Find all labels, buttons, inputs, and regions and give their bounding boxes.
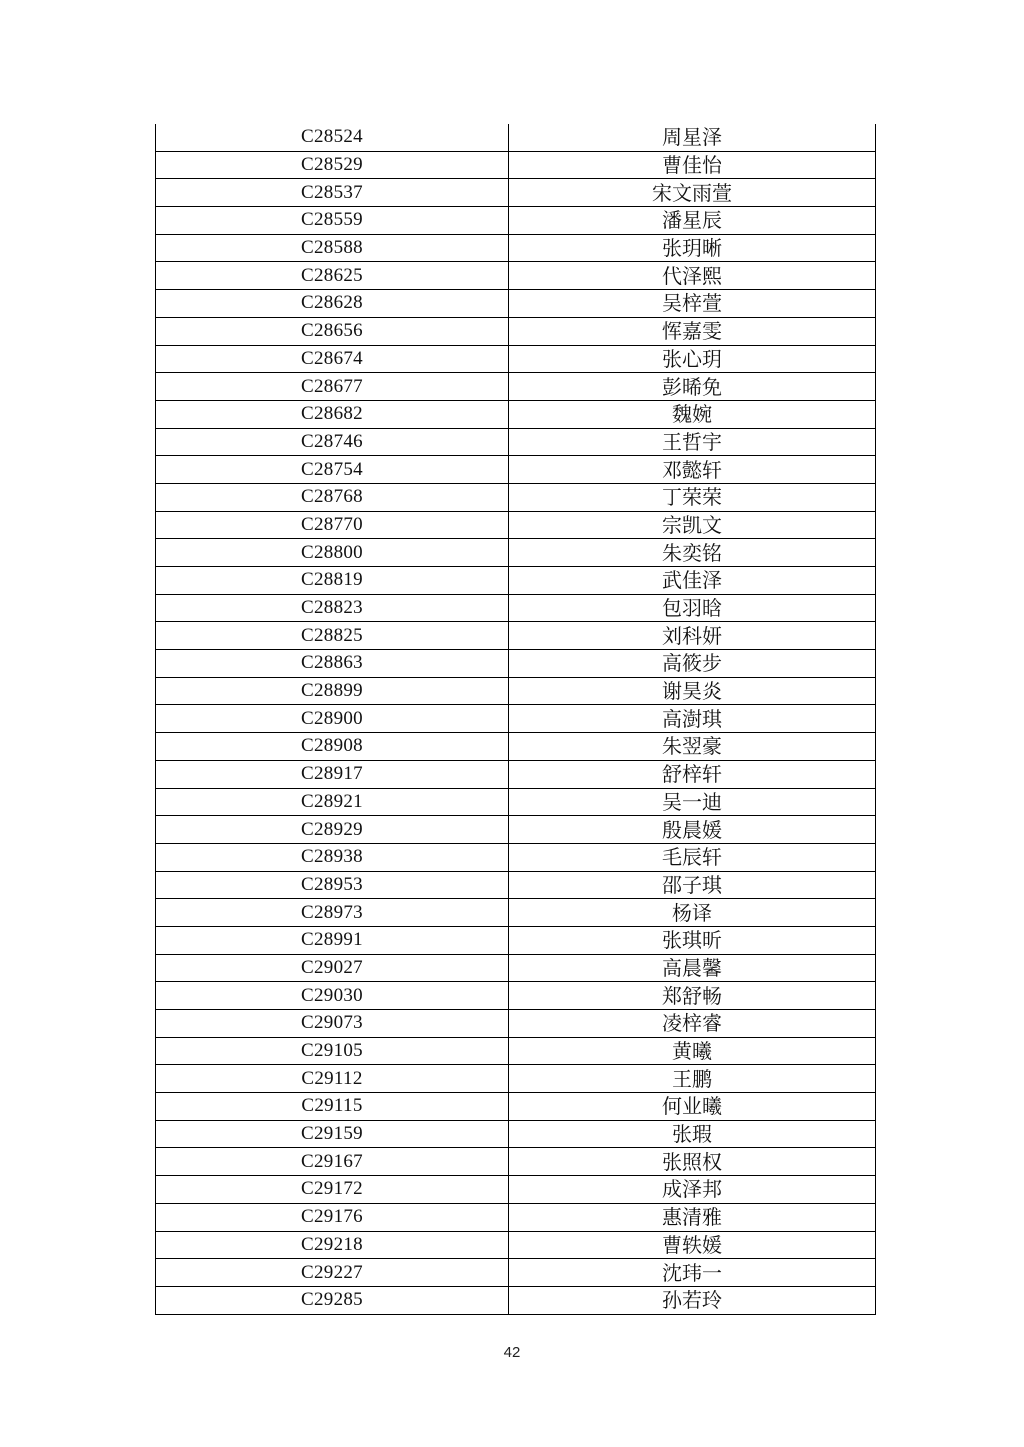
id-cell: C28768: [156, 483, 509, 511]
name-cell: 张心玥: [509, 345, 876, 373]
table-row: [156, 539, 876, 567]
table-row: [156, 234, 876, 262]
id-cell: C29176: [156, 1203, 509, 1231]
name-cell: 曹轶媛: [509, 1231, 876, 1259]
id-cell: C28537: [156, 179, 509, 207]
table-row: [156, 954, 876, 982]
name-cell: 黄曦: [509, 1037, 876, 1065]
id-cell: C29027: [156, 954, 509, 982]
name-cell: 吴梓萱: [509, 290, 876, 318]
name-cell: 彭晞免: [509, 373, 876, 401]
name-cell: 邵子琪: [509, 871, 876, 899]
name-cell: 王哲宇: [509, 428, 876, 456]
table-row: [156, 1203, 876, 1231]
table-row: [156, 677, 876, 705]
table-row: [156, 816, 876, 844]
table-row: [156, 788, 876, 816]
name-cell: 宋文雨萱: [509, 179, 876, 207]
name-cell: 惠清雅: [509, 1203, 876, 1231]
table-row: [156, 511, 876, 539]
table-row: [156, 567, 876, 595]
table-row: [156, 871, 876, 899]
name-cell: 毛辰轩: [509, 843, 876, 871]
table-row: [156, 373, 876, 401]
id-cell: C28559: [156, 207, 509, 235]
id-cell: C28524: [156, 124, 509, 151]
name-cell: 邓懿轩: [509, 456, 876, 484]
id-cell: C28682: [156, 400, 509, 428]
name-cell: 高澍琪: [509, 705, 876, 733]
id-cell: C28973: [156, 899, 509, 927]
name-cell: 张玥晰: [509, 234, 876, 262]
id-cell: C28800: [156, 539, 509, 567]
name-cell: 朱翌豪: [509, 733, 876, 761]
name-cell: 杨译: [509, 899, 876, 927]
table-row: [156, 982, 876, 1010]
name-cell: 高晨馨: [509, 954, 876, 982]
table-row: [156, 594, 876, 622]
table-row: [156, 1010, 876, 1038]
name-cell: 魏婉: [509, 400, 876, 428]
name-cell: 代泽熙: [509, 262, 876, 290]
id-cell: C28754: [156, 456, 509, 484]
table-row: [156, 1065, 876, 1093]
name-cell: 刘科妍: [509, 622, 876, 650]
id-cell: C29227: [156, 1259, 509, 1287]
table-row: [156, 1120, 876, 1148]
id-cell: C29030: [156, 982, 509, 1010]
page-number: 42: [503, 1344, 521, 1361]
table-row: [156, 705, 876, 733]
table-row: [156, 760, 876, 788]
roster-table-container: [155, 124, 875, 1315]
id-cell: C28770: [156, 511, 509, 539]
table-row: [156, 290, 876, 318]
id-cell: C29285: [156, 1286, 509, 1314]
id-cell: C28900: [156, 705, 509, 733]
table-row: [156, 733, 876, 761]
id-cell: C29115: [156, 1093, 509, 1121]
table-row: [156, 483, 876, 511]
name-cell: 宗凯文: [509, 511, 876, 539]
table-row: [156, 1286, 876, 1314]
table-row: [156, 428, 876, 456]
roster-table-body: [156, 124, 876, 1314]
id-cell: C29159: [156, 1120, 509, 1148]
id-cell: C28938: [156, 843, 509, 871]
id-cell: C29073: [156, 1010, 509, 1038]
table-row: [156, 1093, 876, 1121]
id-cell: C28908: [156, 733, 509, 761]
table-row: [156, 1148, 876, 1176]
table-row: [156, 926, 876, 954]
table-row: [156, 262, 876, 290]
table-row: [156, 843, 876, 871]
table-row: [156, 1176, 876, 1204]
id-cell: C29172: [156, 1176, 509, 1204]
table-row: [156, 1231, 876, 1259]
name-cell: 谢昊炎: [509, 677, 876, 705]
id-cell: C28823: [156, 594, 509, 622]
id-cell: C28819: [156, 567, 509, 595]
id-cell: C28991: [156, 926, 509, 954]
name-cell: 恽嘉雯: [509, 317, 876, 345]
table-row: [156, 650, 876, 678]
table-row: [156, 899, 876, 927]
name-cell: 殷晨媛: [509, 816, 876, 844]
table-row: [156, 622, 876, 650]
id-cell: C28625: [156, 262, 509, 290]
id-cell: C28921: [156, 788, 509, 816]
id-cell: C28588: [156, 234, 509, 262]
id-cell: C28863: [156, 650, 509, 678]
name-cell: 郑舒畅: [509, 982, 876, 1010]
name-cell: 潘星辰: [509, 207, 876, 235]
name-cell: 曹佳怡: [509, 151, 876, 179]
name-cell: 王鹏: [509, 1065, 876, 1093]
id-cell: C28899: [156, 677, 509, 705]
id-cell: C28529: [156, 151, 509, 179]
name-cell: 张琪昕: [509, 926, 876, 954]
name-cell: 孙若玲: [509, 1286, 876, 1314]
name-cell: 何业曦: [509, 1093, 876, 1121]
id-cell: C28953: [156, 871, 509, 899]
id-cell: C28917: [156, 760, 509, 788]
id-cell: C29167: [156, 1148, 509, 1176]
id-cell: C29218: [156, 1231, 509, 1259]
table-row: [156, 151, 876, 179]
table-row: [156, 124, 876, 151]
name-cell: 沈玮一: [509, 1259, 876, 1287]
name-cell: 凌梓睿: [509, 1010, 876, 1038]
id-cell: C28628: [156, 290, 509, 318]
table-row: [156, 400, 876, 428]
roster-table: [155, 124, 876, 1315]
name-cell: 张瑕: [509, 1120, 876, 1148]
name-cell: 丁荣荣: [509, 483, 876, 511]
name-cell: 周星泽: [509, 124, 876, 151]
name-cell: 武佳泽: [509, 567, 876, 595]
id-cell: C29105: [156, 1037, 509, 1065]
name-cell: 张照权: [509, 1148, 876, 1176]
name-cell: 朱奕铭: [509, 539, 876, 567]
id-cell: C28929: [156, 816, 509, 844]
table-row: [156, 456, 876, 484]
name-cell: 包羽晗: [509, 594, 876, 622]
name-cell: 高筱步: [509, 650, 876, 678]
name-cell: 成泽邦: [509, 1176, 876, 1204]
id-cell: C29112: [156, 1065, 509, 1093]
id-cell: C28746: [156, 428, 509, 456]
table-row: [156, 179, 876, 207]
id-cell: C28674: [156, 345, 509, 373]
table-row: [156, 317, 876, 345]
table-row: [156, 345, 876, 373]
table-row: [156, 207, 876, 235]
table-row: [156, 1259, 876, 1287]
table-row: [156, 1037, 876, 1065]
name-cell: 吴一迪: [509, 788, 876, 816]
name-cell: 舒梓轩: [509, 760, 876, 788]
id-cell: C28825: [156, 622, 509, 650]
id-cell: C28677: [156, 373, 509, 401]
id-cell: C28656: [156, 317, 509, 345]
